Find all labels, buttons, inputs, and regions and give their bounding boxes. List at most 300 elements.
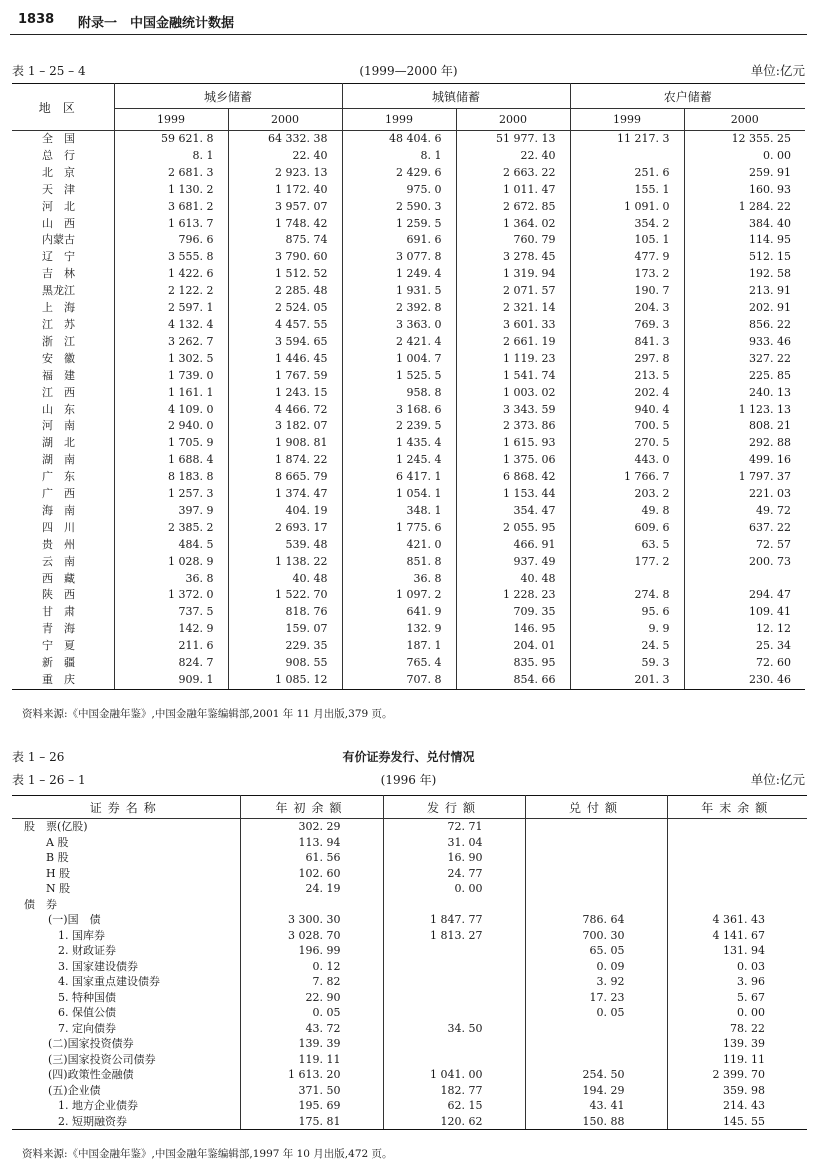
table-cell: 1 119. 23 xyxy=(456,351,570,368)
year-header: 1999 xyxy=(342,109,456,131)
table-row xyxy=(12,1098,807,1114)
table-cell: 4 141. 67 xyxy=(712,928,765,942)
year-header: 1999 xyxy=(114,109,228,131)
table-cell: 9. 9 xyxy=(570,621,684,638)
table-cell: 229. 35 xyxy=(228,638,342,655)
table-cell: 1 138. 22 xyxy=(228,554,342,571)
table-cell: 59 621. 8 xyxy=(114,131,228,148)
table-cell: 6 417. 1 xyxy=(342,469,456,486)
table-cell: 327. 22 xyxy=(749,351,792,365)
table-cell: 201. 3 xyxy=(570,672,684,689)
table-cell xyxy=(383,1052,525,1068)
region-name: 吉 林 xyxy=(12,266,114,283)
table-cell: 709. 35 xyxy=(456,604,570,621)
table-row xyxy=(12,604,805,621)
table-cell: 348. 1 xyxy=(342,503,456,520)
region-header: 地区 xyxy=(12,84,114,131)
table-row xyxy=(12,537,805,554)
table2-sub-id: 表 1 – 26 – 1 xyxy=(12,773,86,787)
table-cell: 12 355. 25 xyxy=(731,132,792,145)
table-cell: 975. 0 xyxy=(342,182,456,199)
table-cell: 958. 8 xyxy=(342,385,456,402)
table-cell: 72. 60 xyxy=(756,656,792,670)
table-cell: 22. 40 xyxy=(456,148,570,165)
table-cell xyxy=(525,1052,667,1068)
table-cell: 36. 8 xyxy=(342,571,456,588)
table-cell: 1 085. 12 xyxy=(228,672,342,689)
table-cell xyxy=(383,943,525,959)
table-cell: 146. 95 xyxy=(456,621,570,638)
table-cell: 119. 11 xyxy=(240,1052,383,1068)
table-cell: 477. 9 xyxy=(570,249,684,266)
table-cell xyxy=(525,1036,667,1052)
region-name: 上 海 xyxy=(12,300,114,317)
table-cell: 760. 79 xyxy=(456,232,570,249)
table-cell: 1 097. 2 xyxy=(342,587,456,604)
table-row xyxy=(12,1067,807,1083)
table-cell: 2 321. 14 xyxy=(456,300,570,317)
table-cell: 294. 47 xyxy=(749,588,792,602)
table-cell: 78. 22 xyxy=(730,1021,765,1035)
table-cell: 1 705. 9 xyxy=(114,435,228,452)
table-row xyxy=(12,232,805,249)
table-cell: 1 054. 1 xyxy=(342,486,456,503)
table-cell xyxy=(383,959,525,975)
table2-id: 表 1 – 26 xyxy=(12,750,65,764)
table-cell: 113. 94 xyxy=(240,835,383,851)
table-cell: 7. 82 xyxy=(240,974,383,990)
table-cell: 40. 48 xyxy=(228,571,342,588)
table-cell: 213. 5 xyxy=(570,368,684,385)
region-name: 贵 州 xyxy=(12,537,114,554)
table-cell: 3 278. 45 xyxy=(456,249,570,266)
table-cell: 875. 74 xyxy=(228,232,342,249)
security-name: (五)企业债 xyxy=(12,1083,240,1099)
group-header-urban: 城镇储蓄 xyxy=(342,84,570,109)
table-cell: 2 681. 3 xyxy=(114,165,228,182)
region-name: 北 京 xyxy=(12,165,114,182)
table-cell: 3 957. 07 xyxy=(228,199,342,216)
table-cell: 2 663. 22 xyxy=(456,165,570,182)
table-cell: 824. 7 xyxy=(114,655,228,672)
table-cell: 12. 12 xyxy=(756,622,792,636)
table-cell: 908. 55 xyxy=(228,655,342,672)
security-name: 债 券 xyxy=(12,897,240,913)
table-cell: 0. 12 xyxy=(240,959,383,975)
table-cell: 139. 39 xyxy=(240,1036,383,1052)
table-cell: 1 011. 47 xyxy=(456,182,570,199)
table-cell: 0. 09 xyxy=(525,959,667,975)
table-cell: 48 404. 6 xyxy=(342,131,456,148)
table-cell: 3 300. 30 xyxy=(240,912,383,928)
region-name: 总 行 xyxy=(12,148,114,165)
region-name: 广 西 xyxy=(12,486,114,503)
year-header: 1999 xyxy=(570,109,684,131)
table-cell: 43. 41 xyxy=(525,1098,667,1114)
region-name: 内蒙古 xyxy=(12,232,114,249)
table-cell: 2 597. 1 xyxy=(114,300,228,317)
table-cell: 142. 9 xyxy=(114,621,228,638)
table-cell: 2 693. 17 xyxy=(228,520,342,537)
table-cell: 2 524. 05 xyxy=(228,300,342,317)
table-cell xyxy=(667,850,807,866)
table-cell: 139. 39 xyxy=(723,1037,765,1050)
security-name: A 股 xyxy=(12,835,240,851)
table-cell: 3 601. 33 xyxy=(456,317,570,334)
table-cell: 173. 2 xyxy=(570,266,684,283)
table-cell: 2 590. 3 xyxy=(342,199,456,216)
security-name: H 股 xyxy=(12,866,240,882)
table-row xyxy=(12,672,805,689)
table-cell xyxy=(383,990,525,1006)
table-row xyxy=(12,1052,807,1068)
table-cell: 841. 3 xyxy=(570,334,684,351)
table-row xyxy=(12,928,807,944)
table-cell: 359. 98 xyxy=(723,1083,765,1097)
security-name: 2. 短期融资券 xyxy=(12,1114,240,1130)
table-cell: 175. 81 xyxy=(240,1114,383,1130)
table-cell: 0. 00 xyxy=(383,881,525,897)
table-cell: 1 422. 6 xyxy=(114,266,228,283)
table-cell: 72. 71 xyxy=(383,819,525,835)
table-cell: 2 399. 70 xyxy=(712,1068,765,1081)
security-name: (三)国家投资公司债券 xyxy=(12,1052,240,1068)
region-name: 云 南 xyxy=(12,554,114,571)
table-cell: 796. 6 xyxy=(114,232,228,249)
table-row xyxy=(12,897,807,913)
table-cell: 119. 11 xyxy=(723,1052,765,1066)
table-cell: 202. 91 xyxy=(749,301,792,315)
table-cell: 177. 2 xyxy=(570,554,684,571)
table-cell xyxy=(684,571,805,588)
table-cell: 1 259. 5 xyxy=(342,216,456,233)
table-cell: 3 168. 6 xyxy=(342,402,456,419)
table1-period: (1999—2000 年) xyxy=(359,64,458,78)
table-cell: 1 847. 77 xyxy=(383,912,525,928)
table-cell: 4 109. 0 xyxy=(114,402,228,419)
table-cell: 4 466. 72 xyxy=(228,402,342,419)
col-header-redeemed: 兑付额 xyxy=(525,796,667,819)
table-cell xyxy=(525,897,667,913)
table-cell: 17. 23 xyxy=(525,990,667,1006)
table-cell: 0. 05 xyxy=(525,1005,667,1021)
table-cell: 0. 05 xyxy=(240,1005,383,1021)
table-cell: 1 130. 2 xyxy=(114,182,228,199)
table-cell: 25. 34 xyxy=(756,639,792,653)
table-row xyxy=(12,351,805,368)
security-name: 4. 国家重点建设债券 xyxy=(12,974,240,990)
table-cell: 1 435. 4 xyxy=(342,435,456,452)
table-cell: 36. 8 xyxy=(114,571,228,588)
security-name: B 股 xyxy=(12,850,240,866)
table-cell: 2 661. 19 xyxy=(456,334,570,351)
table-cell: 856. 22 xyxy=(749,317,792,331)
security-name: 5. 特种国债 xyxy=(12,990,240,1006)
table-row xyxy=(12,1021,807,1037)
region-name: 湖 北 xyxy=(12,435,114,452)
table-cell: 22. 90 xyxy=(240,990,383,1006)
table-cell xyxy=(383,1005,525,1021)
table-cell: 297. 8 xyxy=(570,351,684,368)
table-row xyxy=(12,520,805,537)
table-cell: 155. 1 xyxy=(570,182,684,199)
table-cell: 2 940. 0 xyxy=(114,418,228,435)
table-cell: 240. 13 xyxy=(749,385,792,399)
security-name: 2. 财政证券 xyxy=(12,943,240,959)
region-name: 全 国 xyxy=(12,131,114,148)
region-name: 福 建 xyxy=(12,368,114,385)
table-cell: 2 421. 4 xyxy=(342,334,456,351)
table-row xyxy=(12,554,805,571)
table-cell: 270. 5 xyxy=(570,435,684,452)
table-cell: 4 361. 43 xyxy=(712,913,765,926)
col-header-closing-balance: 年末余额 xyxy=(667,796,807,819)
table-row xyxy=(12,943,807,959)
region-name: 浙 江 xyxy=(12,334,114,351)
region-name: 河 北 xyxy=(12,199,114,216)
table-cell: 1 245. 4 xyxy=(342,452,456,469)
table-cell: 933. 46 xyxy=(749,334,792,348)
table-cell: 2 672. 85 xyxy=(456,199,570,216)
table-cell xyxy=(525,850,667,866)
table-row xyxy=(12,1005,807,1021)
table-cell: 1 766. 7 xyxy=(570,469,684,486)
table-cell: 1 748. 42 xyxy=(228,216,342,233)
table-cell: 1 003. 02 xyxy=(456,385,570,402)
table-cell: 1 374. 47 xyxy=(228,486,342,503)
table-cell: 192. 58 xyxy=(749,267,792,281)
table-row xyxy=(12,452,805,469)
table-cell xyxy=(525,835,667,851)
table-cell: 61. 56 xyxy=(240,850,383,866)
year-header: 2000 xyxy=(228,109,342,131)
table2-title: 有价证券发行、兑付情况 xyxy=(342,750,475,764)
table-cell: 251. 6 xyxy=(570,165,684,182)
table-cell: 609. 6 xyxy=(570,520,684,537)
table-cell: 1 041. 00 xyxy=(383,1067,525,1083)
table-cell: 40. 48 xyxy=(456,571,570,588)
table-row xyxy=(12,182,805,199)
table-cell: 1 525. 5 xyxy=(342,368,456,385)
table-cell: 691. 6 xyxy=(342,232,456,249)
table-cell: 371. 50 xyxy=(240,1083,383,1099)
table-cell: 31. 04 xyxy=(383,835,525,851)
table-row xyxy=(12,317,805,334)
table-cell: 786. 64 xyxy=(525,912,667,928)
table-cell: 700. 5 xyxy=(570,418,684,435)
table-cell: 384. 40 xyxy=(749,216,792,230)
table-cell: 512. 15 xyxy=(749,250,792,264)
table-cell: 230. 46 xyxy=(684,672,805,689)
table-cell: 213. 91 xyxy=(749,284,792,298)
table-cell: 1 091. 0 xyxy=(570,199,684,216)
table-cell: 700. 30 xyxy=(525,928,667,944)
table-cell: 1 319. 94 xyxy=(456,266,570,283)
region-name: 湖 南 xyxy=(12,452,114,469)
table-row xyxy=(12,402,805,419)
table-cell: 637. 22 xyxy=(749,520,792,534)
table-cell: 194. 29 xyxy=(525,1083,667,1099)
table-cell: 6 868. 42 xyxy=(456,469,570,486)
table-cell: 150. 88 xyxy=(525,1114,667,1130)
region-name: 江 苏 xyxy=(12,317,114,334)
security-name: (二)国家投资债券 xyxy=(12,1036,240,1052)
table-cell: 1 613. 7 xyxy=(114,216,228,233)
table-cell: 274. 8 xyxy=(570,587,684,604)
table-cell xyxy=(667,819,807,835)
table-cell: 51 977. 13 xyxy=(456,131,570,148)
table-row xyxy=(12,1114,807,1130)
table-cell: 1 541. 74 xyxy=(456,368,570,385)
region-name: 河 南 xyxy=(12,418,114,435)
table-cell: 190. 7 xyxy=(570,283,684,300)
table-cell: 404. 19 xyxy=(228,503,342,520)
security-name: 3. 国家建设债券 xyxy=(12,959,240,975)
table-cell: 24. 5 xyxy=(570,638,684,655)
table-cell: 2 429. 6 xyxy=(342,165,456,182)
table-row xyxy=(12,300,805,317)
table-cell: 8. 1 xyxy=(342,148,456,165)
table-row xyxy=(12,385,805,402)
table-row xyxy=(12,266,805,283)
security-name: 1. 地方企业债券 xyxy=(12,1098,240,1114)
table-cell xyxy=(570,571,684,588)
region-name: 海 南 xyxy=(12,503,114,520)
table-cell: 95. 6 xyxy=(570,604,684,621)
table-cell: 2 122. 2 xyxy=(114,283,228,300)
region-name: 山 东 xyxy=(12,402,114,419)
table-cell: 3 077. 8 xyxy=(342,249,456,266)
table-cell: 397. 9 xyxy=(114,503,228,520)
table-cell: 204. 3 xyxy=(570,300,684,317)
table-cell: 1 739. 0 xyxy=(114,368,228,385)
region-name: 新 疆 xyxy=(12,655,114,672)
table-cell: 2 923. 13 xyxy=(228,165,342,182)
region-name: 青 海 xyxy=(12,621,114,638)
table-cell: 2 239. 5 xyxy=(342,418,456,435)
table-cell: 1 908. 81 xyxy=(228,435,342,452)
table-cell xyxy=(383,897,525,913)
table-cell: 204. 01 xyxy=(456,638,570,655)
table-cell: 225. 85 xyxy=(749,368,792,382)
table-cell: 4 457. 55 xyxy=(228,317,342,334)
region-name: 广 东 xyxy=(12,469,114,486)
table2-source: 资料来源:《中国金融年鉴》,中国金融年鉴编辑部,1997 年 10 月出版,472 页。 xyxy=(22,1148,393,1160)
table-cell: 159. 07 xyxy=(228,621,342,638)
table-cell: 63. 5 xyxy=(570,537,684,554)
table-cell xyxy=(667,835,807,851)
table-cell: 1 257. 3 xyxy=(114,486,228,503)
table-row xyxy=(12,368,805,385)
table-cell: 195. 69 xyxy=(240,1098,383,1114)
table-cell: 354. 47 xyxy=(456,503,570,520)
group-header-rural: 农户储蓄 xyxy=(570,84,805,109)
table-cell xyxy=(667,866,807,882)
table-cell: 34. 50 xyxy=(383,1021,525,1037)
table-row xyxy=(12,974,807,990)
table-row xyxy=(12,621,805,638)
region-name: 辽 宁 xyxy=(12,249,114,266)
col-header-issued: 发行额 xyxy=(383,796,525,819)
table-cell: 1 874. 22 xyxy=(228,452,342,469)
table-cell: 3 182. 07 xyxy=(228,418,342,435)
table-cell: 292. 88 xyxy=(749,436,792,450)
group-header-urban-rural: 城乡储蓄 xyxy=(114,84,342,109)
table-cell: 160. 93 xyxy=(749,182,792,196)
security-name: 1. 国库券 xyxy=(12,928,240,944)
table-cell: 259. 91 xyxy=(749,165,792,179)
table-row xyxy=(12,655,805,672)
table-cell: 3 594. 65 xyxy=(228,334,342,351)
table-cell: 466. 91 xyxy=(456,537,570,554)
table-cell: 2 071. 57 xyxy=(456,283,570,300)
table-cell: 1 004. 7 xyxy=(342,351,456,368)
table-cell: 641. 9 xyxy=(342,604,456,621)
table-cell: 211. 6 xyxy=(114,638,228,655)
col-header-security-name: 证券名称 xyxy=(12,796,240,819)
table-cell: 835. 95 xyxy=(456,655,570,672)
table-cell: 0. 03 xyxy=(737,959,765,973)
table-row xyxy=(12,199,805,216)
table-cell: 3 790. 60 xyxy=(228,249,342,266)
table-cell: 2 373. 86 xyxy=(456,418,570,435)
table-cell: 24. 77 xyxy=(383,866,525,882)
table2-unit: 单位:亿元 xyxy=(750,772,805,787)
table-cell: 1 615. 93 xyxy=(456,435,570,452)
table-cell xyxy=(240,897,383,913)
table-row xyxy=(12,334,805,351)
table-cell: 1 767. 59 xyxy=(228,368,342,385)
table-cell: 1 446. 45 xyxy=(228,351,342,368)
table-cell: 202. 4 xyxy=(570,385,684,402)
table-row xyxy=(12,990,807,1006)
table-cell: 1 364. 02 xyxy=(456,216,570,233)
table-row xyxy=(12,469,805,486)
table-row xyxy=(12,148,805,165)
security-name: 6. 保值公债 xyxy=(12,1005,240,1021)
table2-period: (1996 年) xyxy=(380,773,437,787)
region-name: 西 藏 xyxy=(12,571,114,588)
table-cell: 484. 5 xyxy=(114,537,228,554)
table-cell: 0. 00 xyxy=(737,1006,765,1019)
table-cell: 1 372. 0 xyxy=(114,587,228,604)
table1-savings-by-region xyxy=(12,83,805,690)
table-cell: 1 302. 5 xyxy=(114,351,228,368)
table-cell: 4 132. 4 xyxy=(114,317,228,334)
table-cell: 1 813. 27 xyxy=(383,928,525,944)
table-cell: 1 522. 70 xyxy=(228,587,342,604)
table-cell: 105. 1 xyxy=(570,232,684,249)
table-cell: 1 153. 44 xyxy=(456,486,570,503)
table-cell: 11 217. 3 xyxy=(570,131,684,148)
table-row xyxy=(12,216,805,233)
table-cell: 1 123. 13 xyxy=(738,402,792,416)
table-cell: 1 775. 6 xyxy=(342,520,456,537)
table-cell: 539. 48 xyxy=(228,537,342,554)
table-cell: 16. 90 xyxy=(383,850,525,866)
table-cell: 5. 67 xyxy=(737,990,765,1004)
table-row xyxy=(12,866,807,882)
table-cell: 2 055. 95 xyxy=(456,520,570,537)
region-name: 陕 西 xyxy=(12,587,114,604)
table-cell: 1 688. 4 xyxy=(114,452,228,469)
table-row xyxy=(12,881,807,897)
table-cell: 8. 1 xyxy=(114,148,228,165)
table-row xyxy=(12,249,805,266)
table1-source: 资料来源:《中国金融年鉴》,中国金融年鉴编辑部,2001 年 11 月出版,379 页。 xyxy=(22,708,393,720)
col-header-opening-balance: 年初余额 xyxy=(240,796,383,819)
security-name: (一)国 债 xyxy=(12,912,240,928)
